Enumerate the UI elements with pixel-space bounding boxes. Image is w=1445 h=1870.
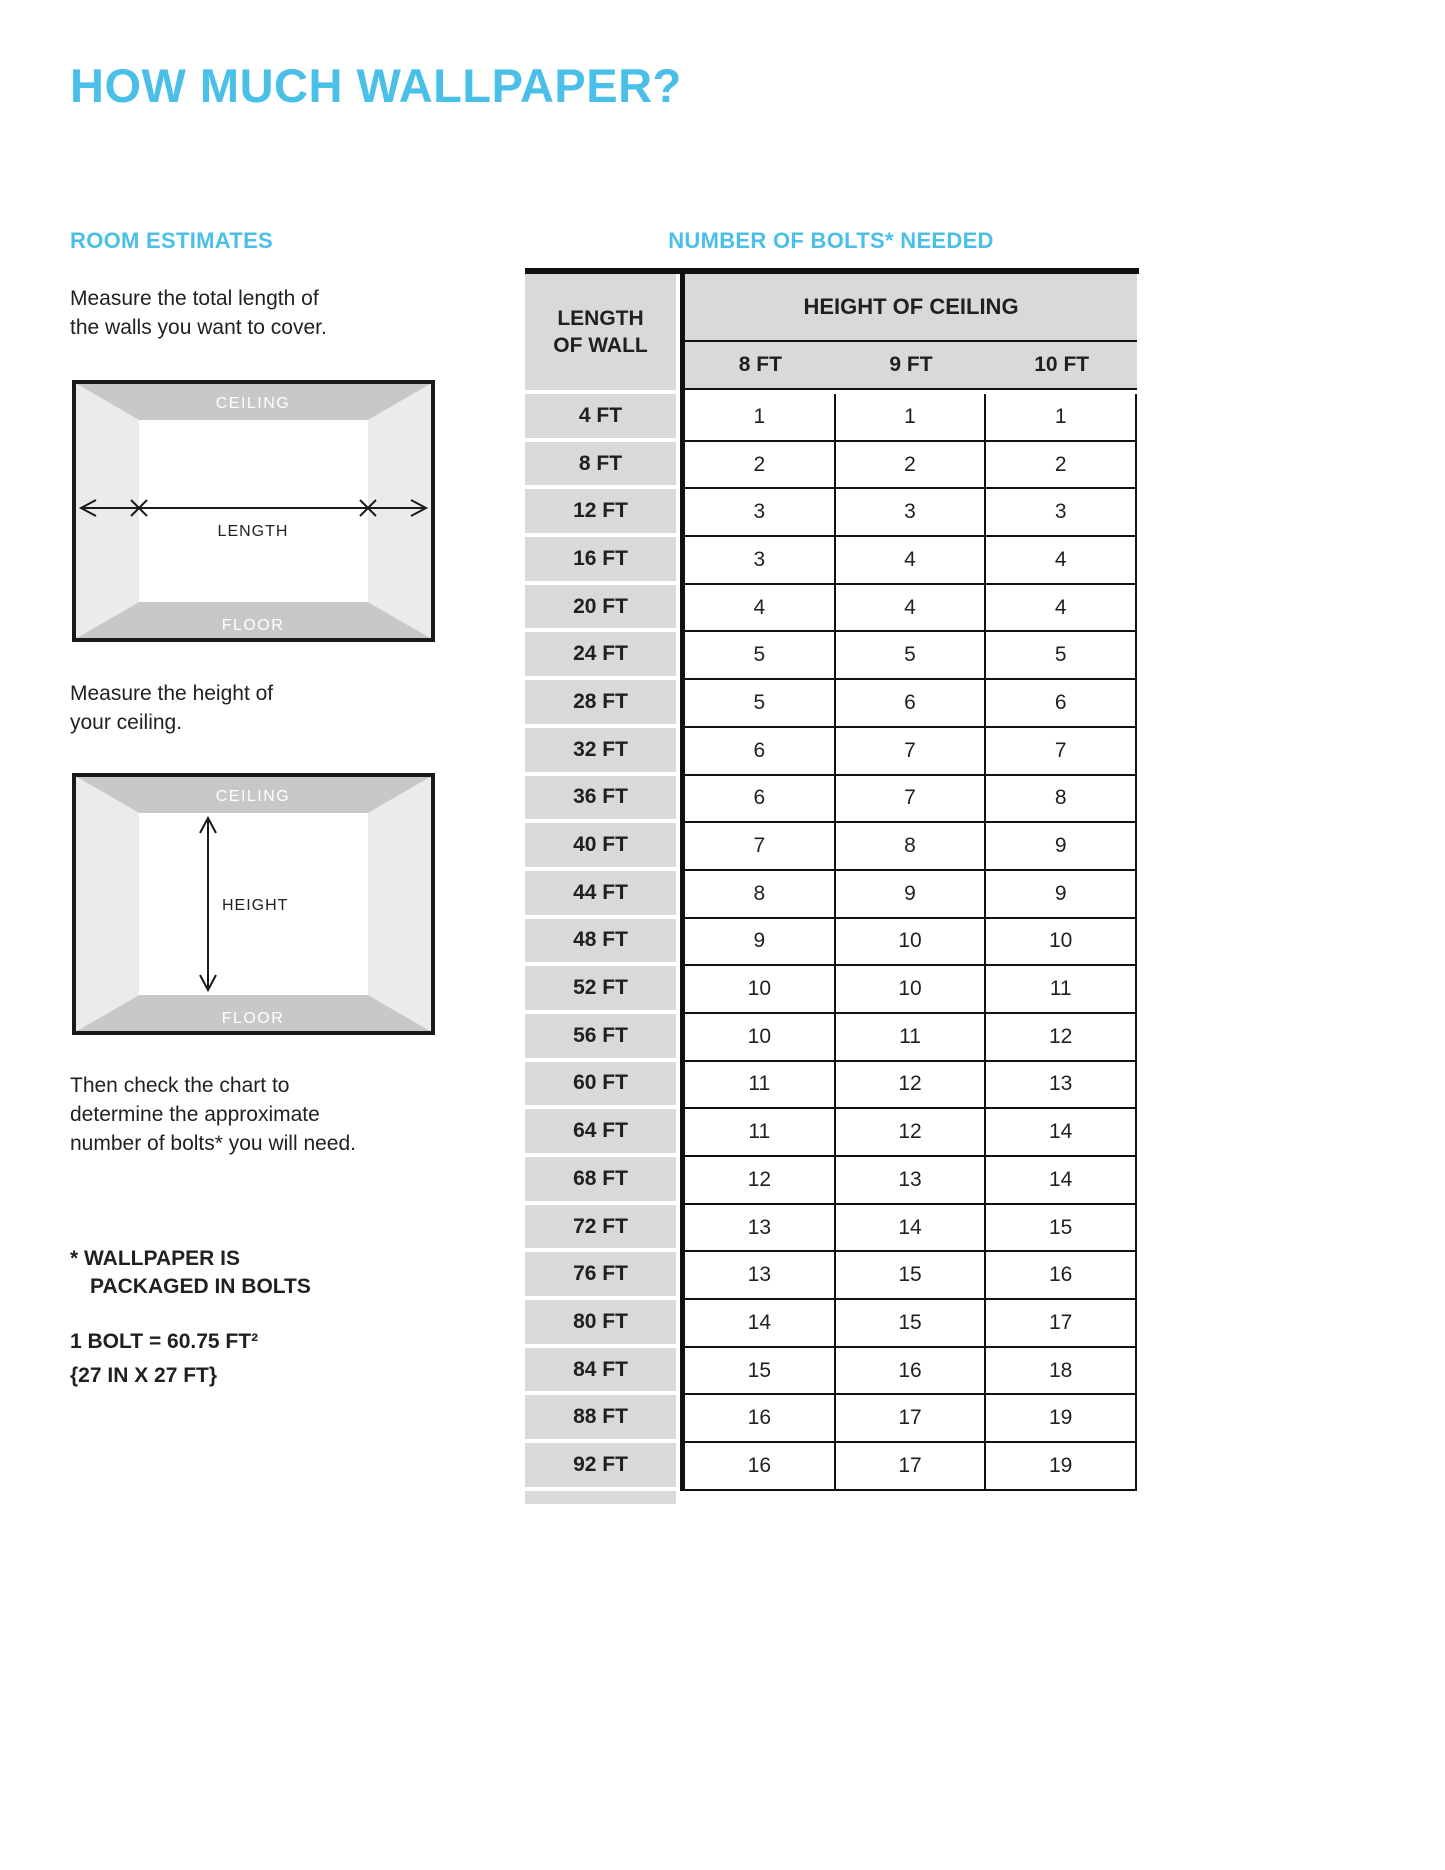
cell-value: 19	[984, 1443, 1137, 1491]
para-line: Measure the height of	[70, 682, 274, 705]
cell-value: 13	[680, 1205, 834, 1253]
row-label: 36 FT	[525, 776, 676, 824]
instruction-measure-length	[70, 285, 327, 343]
cell-value: 4	[834, 585, 985, 633]
table-row	[525, 1348, 1137, 1396]
table-row	[525, 966, 1137, 1014]
bolts-footnote	[70, 1245, 311, 1302]
cell-value: 6	[680, 776, 834, 824]
table-row	[525, 537, 1137, 585]
cell-value: 13	[984, 1062, 1137, 1110]
cell-value: 11	[680, 1062, 834, 1110]
cell-value: 15	[834, 1252, 985, 1300]
cell-value: 6	[984, 680, 1137, 728]
cell-value: 4	[680, 585, 834, 633]
cell-value: 16	[680, 1443, 834, 1491]
table-row	[525, 823, 1137, 871]
table-row	[525, 585, 1137, 633]
cell-value: 13	[834, 1157, 985, 1205]
room-estimates-heading: ROOM ESTIMATES	[70, 228, 274, 253]
cell-value: 11	[834, 1014, 985, 1062]
height-diagram	[72, 773, 435, 1035]
column-header: 10 FT	[1034, 353, 1090, 376]
row-label: 76 FT	[525, 1252, 676, 1300]
row-label: 72 FT	[525, 1205, 676, 1253]
row-label: 80 FT	[525, 1300, 676, 1348]
row-label: 44 FT	[525, 871, 676, 919]
cell-value: 11	[984, 966, 1137, 1014]
table-body	[525, 394, 1137, 1491]
cell-value: 10	[680, 1014, 834, 1062]
para-line: Then check the chart to	[70, 1074, 290, 1097]
table-row	[525, 1014, 1137, 1062]
row-label: 56 FT	[525, 1014, 676, 1062]
cell-value: 7	[834, 728, 985, 776]
table-row	[525, 442, 1137, 490]
table-row	[525, 1109, 1137, 1157]
floor-label: FLOOR	[221, 1010, 285, 1027]
cell-value: 12	[834, 1062, 985, 1110]
cell-value: 7	[984, 728, 1137, 776]
cell-value: 6	[834, 680, 985, 728]
table-row	[525, 919, 1137, 967]
cell-value: 9	[680, 919, 834, 967]
cell-value: 14	[984, 1157, 1137, 1205]
table-row	[525, 1300, 1137, 1348]
para-line: the walls you want to cover.	[70, 315, 327, 339]
table-row	[525, 1395, 1137, 1443]
row-label: 60 FT	[525, 1062, 676, 1110]
right-wall	[368, 776, 432, 1032]
bolts-table	[525, 268, 1137, 1504]
footnote-line: PACKAGED IN BOLTS	[90, 1275, 311, 1299]
cell-value: 11	[680, 1109, 834, 1157]
para-line: number of bolts* you will need.	[70, 1131, 356, 1155]
cell-value: 14	[834, 1205, 985, 1253]
table-row	[525, 871, 1137, 919]
column-headers	[685, 340, 1137, 390]
cell-value: 3	[834, 489, 985, 537]
table-row	[525, 489, 1137, 537]
cell-value: 1	[834, 394, 985, 442]
row-group-header-line: LENGTH	[557, 306, 644, 330]
left-wall	[75, 776, 139, 1032]
length-label: LENGTH	[217, 523, 289, 540]
cell-value: 4	[834, 537, 985, 585]
cell-value: 8	[680, 871, 834, 919]
column-group-header: HEIGHT OF CEILING	[685, 274, 1137, 340]
cell-value: 19	[984, 1395, 1137, 1443]
cell-value: 10	[834, 966, 985, 1014]
cell-value: 8	[984, 776, 1137, 824]
row-label: 28 FT	[525, 680, 676, 728]
cell-value: 15	[984, 1205, 1137, 1253]
row-label: 68 FT	[525, 1157, 676, 1205]
cell-value: 1	[680, 394, 834, 442]
column-header: 8 FT	[738, 353, 782, 376]
floor-label: FLOOR	[221, 617, 285, 634]
row-label: 64 FT	[525, 1109, 676, 1157]
table-row	[525, 1443, 1137, 1491]
cell-value: 10	[680, 966, 834, 1014]
row-label: 52 FT	[525, 966, 676, 1014]
cell-value: 7	[680, 823, 834, 871]
row-label: 48 FT	[525, 919, 676, 967]
instruction-check-chart	[70, 1072, 356, 1159]
ceiling-label: CEILING	[215, 395, 291, 412]
cell-value: 9	[984, 871, 1137, 919]
page-title: HOW MUCH WALLPAPER?	[70, 59, 682, 112]
cell-value: 14	[680, 1300, 834, 1348]
cell-value: 17	[834, 1443, 985, 1491]
table-row	[525, 728, 1137, 776]
cell-value: 5	[680, 632, 834, 680]
row-label: 32 FT	[525, 728, 676, 776]
bolt-size-info	[70, 1325, 258, 1393]
cell-value: 9	[984, 823, 1137, 871]
cell-value: 17	[834, 1395, 985, 1443]
table-footer-stub	[525, 1491, 676, 1504]
table-row	[525, 394, 1137, 442]
column-header: 9 FT	[889, 353, 933, 376]
row-label: 84 FT	[525, 1348, 676, 1396]
table-header	[525, 274, 1137, 394]
cell-value: 10	[984, 919, 1137, 967]
footnote-line: * WALLPAPER IS	[70, 1247, 240, 1270]
cell-value: 5	[984, 632, 1137, 680]
cell-value: 10	[834, 919, 985, 967]
table-row	[525, 1252, 1137, 1300]
cell-value: 16	[680, 1395, 834, 1443]
cell-value: 12	[680, 1157, 834, 1205]
column-header-area	[680, 274, 1137, 394]
table-row	[525, 680, 1137, 728]
cell-value: 3	[680, 489, 834, 537]
para-line: determine the approximate	[70, 1102, 320, 1126]
cell-value: 13	[680, 1252, 834, 1300]
cell-value: 7	[834, 776, 985, 824]
length-diagram	[72, 380, 435, 642]
cell-value: 3	[984, 489, 1137, 537]
cell-value: 15	[834, 1300, 985, 1348]
row-label: 12 FT	[525, 489, 676, 537]
row-label: 16 FT	[525, 537, 676, 585]
cell-value: 17	[984, 1300, 1137, 1348]
cell-value: 2	[834, 442, 985, 490]
table-row	[525, 776, 1137, 824]
table-row	[525, 1205, 1137, 1253]
cell-value: 4	[984, 585, 1137, 633]
instruction-measure-height	[70, 680, 273, 738]
back-wall	[139, 420, 368, 602]
row-label: 4 FT	[525, 394, 676, 442]
table-row	[525, 1157, 1137, 1205]
cell-value: 12	[834, 1109, 985, 1157]
cell-value: 14	[984, 1109, 1137, 1157]
para-line: Measure the total length of	[70, 287, 319, 310]
row-label: 92 FT	[525, 1443, 676, 1491]
cell-value: 5	[834, 632, 985, 680]
row-label: 8 FT	[525, 442, 676, 490]
row-label: 88 FT	[525, 1395, 676, 1443]
table-row	[525, 1062, 1137, 1110]
cell-value: 2	[984, 442, 1137, 490]
cell-value: 9	[834, 871, 985, 919]
cell-value: 1	[984, 394, 1137, 442]
row-group-header-line: OF WALL	[553, 334, 648, 357]
height-label: HEIGHT	[222, 897, 289, 914]
cell-value: 16	[834, 1348, 985, 1396]
cell-value: 3	[680, 537, 834, 585]
table-row	[525, 632, 1137, 680]
row-group-header	[525, 274, 676, 394]
ceiling-label: CEILING	[215, 788, 291, 805]
row-label: 40 FT	[525, 823, 676, 871]
cell-value: 2	[680, 442, 834, 490]
para-line: your ceiling.	[70, 710, 183, 734]
cell-value: 12	[984, 1014, 1137, 1062]
bolts-needed-heading: NUMBER OF BOLTS* NEEDED	[668, 228, 994, 253]
bolt-size-line: {27 IN X 27 FT}	[70, 1364, 218, 1388]
cell-value: 8	[834, 823, 985, 871]
cell-value: 4	[984, 537, 1137, 585]
row-label: 24 FT	[525, 632, 676, 680]
row-label: 20 FT	[525, 585, 676, 633]
cell-value: 16	[984, 1252, 1137, 1300]
cell-value: 18	[984, 1348, 1137, 1396]
cell-value: 5	[680, 680, 834, 728]
cell-value: 15	[680, 1348, 834, 1396]
cell-value: 6	[680, 728, 834, 776]
bolt-size-line: 1 BOLT = 60.75 FT²	[70, 1330, 259, 1353]
